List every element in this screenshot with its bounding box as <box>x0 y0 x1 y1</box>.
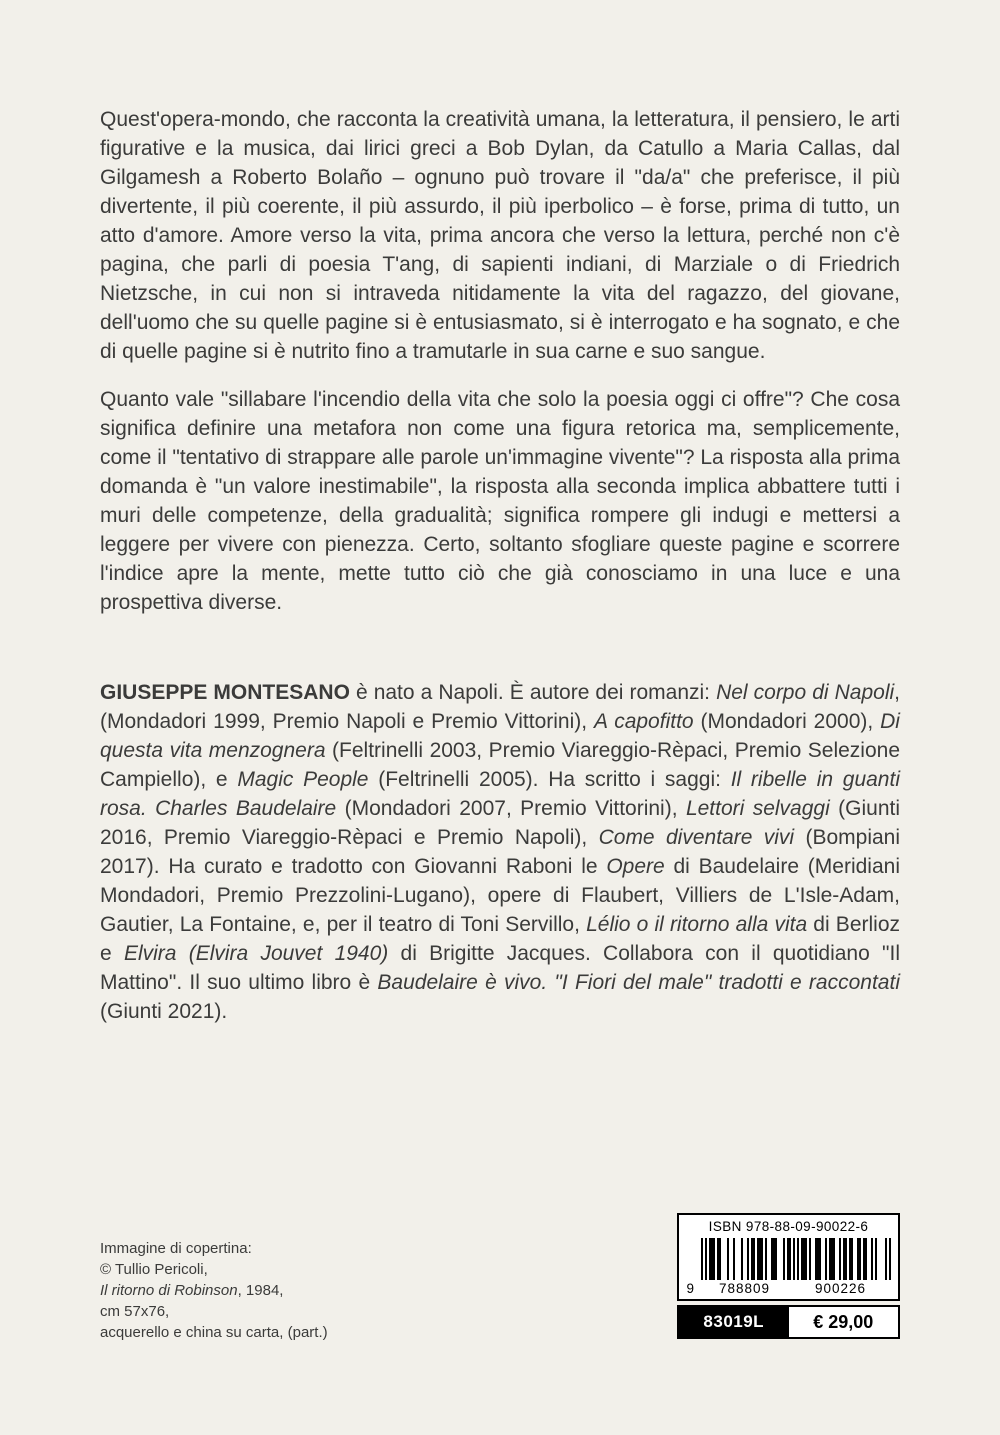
isbn-barcode-box <box>677 1213 900 1301</box>
barcode-digit-group-mid: 788809 <box>718 1281 771 1296</box>
barcode-digits <box>687 1281 891 1296</box>
isbn-label: ISBN 978-88-09-90022-6 <box>708 1219 869 1234</box>
price-row <box>677 1305 900 1339</box>
cover-credit-line-1: Immagine di copertina: <box>100 1240 252 1257</box>
edition-code-badge: 83019L <box>679 1307 789 1337</box>
author-bio: GIUSEPPE MONTESANO è nato a Napoli. È autore dei romanzi: Nel corpo di Napoli, (Mondadori 1999, Premio Napoli e Premio Vittorini), A capofitto (Mondadori 2000), Di questa vita menzognera (Feltrinelli 2003, Premio Viareggio-Rèpaci, Premio Selezione Campiello), e Magic People (Feltrinelli 2005). Ha scritto i saggi: Il ribelle in guanti rosa. Charles Baudelaire (Mondadori 2007, Premio Vittorini), Lettori selvaggi (Giunti 2016, Premio Viareggio-Rèpaci e Premio Napoli), Come diventare vivi (Bompiani 2017). Ha curato e tradotto con Giovanni Raboni le Opere di Baudelaire (Meridiani Mondadori, Premio Prezzolini-Lugano), opere di Flaubert, Villiers de L'Isle-Adam, Gautier, La Fontaine, e, per il teatro di Toni Servillo, Lélio o il ritorno alla vita di Berlioz e Elvira (Elvira Jouvet 1940) di Brigitte Jacques. Collabora con il quotidiano "Il Mattino". Il suo ultimo libro è Baudelaire è vivo. "I Fiori del male" tradotti e raccontati (Giunti 2021). <box>100 681 901 1023</box>
synopsis-paragraph-1: Quest'opera-mondo, che racconta la creatività umana, la letteratura, il pensiero, le arti figurative e la musica, dai lirici greci a Bob Dylan, da Catullo a Maria Callas, dal Gilgamesh a Roberto Bolaño – ognuno può trovare il "da/a" che preferisce, il più divertente, il più coerente, il più assurdo, il più iperbolico – è forse, prima di tutto, un atto d'amore. Amore verso la vita, prima ancora che verso la lettura, perché non c'è pagina, che parli di poesia T'ang, di sapienti indiani, di Marziale o di Friedrich Nietzsche, in cui non si intraveda nitidamente la vita del ragazzo, del giovane, dell'uomo che su quelle pagine si è entusiasmato, si è interrogato e ha sognato, e che di quelle pagine si è nutrito fino a tramutarle in sua carne e suo sangue. <box>100 108 900 363</box>
barcode-digit-group-left: 9 <box>686 1281 695 1296</box>
ean13-barcode <box>687 1238 891 1296</box>
cover-credit-line-3: Il ritorno di Robinson, 1984, <box>100 1282 284 1299</box>
barcode-bars <box>701 1238 891 1280</box>
cover-credit <box>100 1238 328 1343</box>
cover-credit-line-5: acquerello e china su carta, (part.) <box>100 1324 328 1341</box>
synopsis-paragraph-2: Quanto vale "sillabare l'incendio della vita che solo la poesia oggi ci offre"? Che cosa significa definire una metafora non come una figura retorica ma, semplicemente, come il "tentativo di strappare alle parole un'immagine vivente"? La risposta alla prima domanda è "un valore inestimabile", la risposta alla seconda implica abbattere tutti i muri delle competenze, della gradualità; significa rompere gli indugi e mettersi a leggere per vivere con pienezza. Certo, soltanto sfogliare queste pagine e scorrere l'indice apre la mente, mette tutto ciò che già conosciamo in una luce e una prospettiva diverse. <box>100 388 900 614</box>
cover-credit-line-4: cm 57x76, <box>100 1303 170 1320</box>
main-text-column <box>100 105 900 1026</box>
barcode-digit-group-right: 900226 <box>814 1281 867 1296</box>
isbn-price-block <box>677 1213 900 1339</box>
cover-credit-line-2: © Tullio Pericoli, <box>100 1261 208 1278</box>
price-label: € 29,00 <box>789 1307 899 1337</box>
